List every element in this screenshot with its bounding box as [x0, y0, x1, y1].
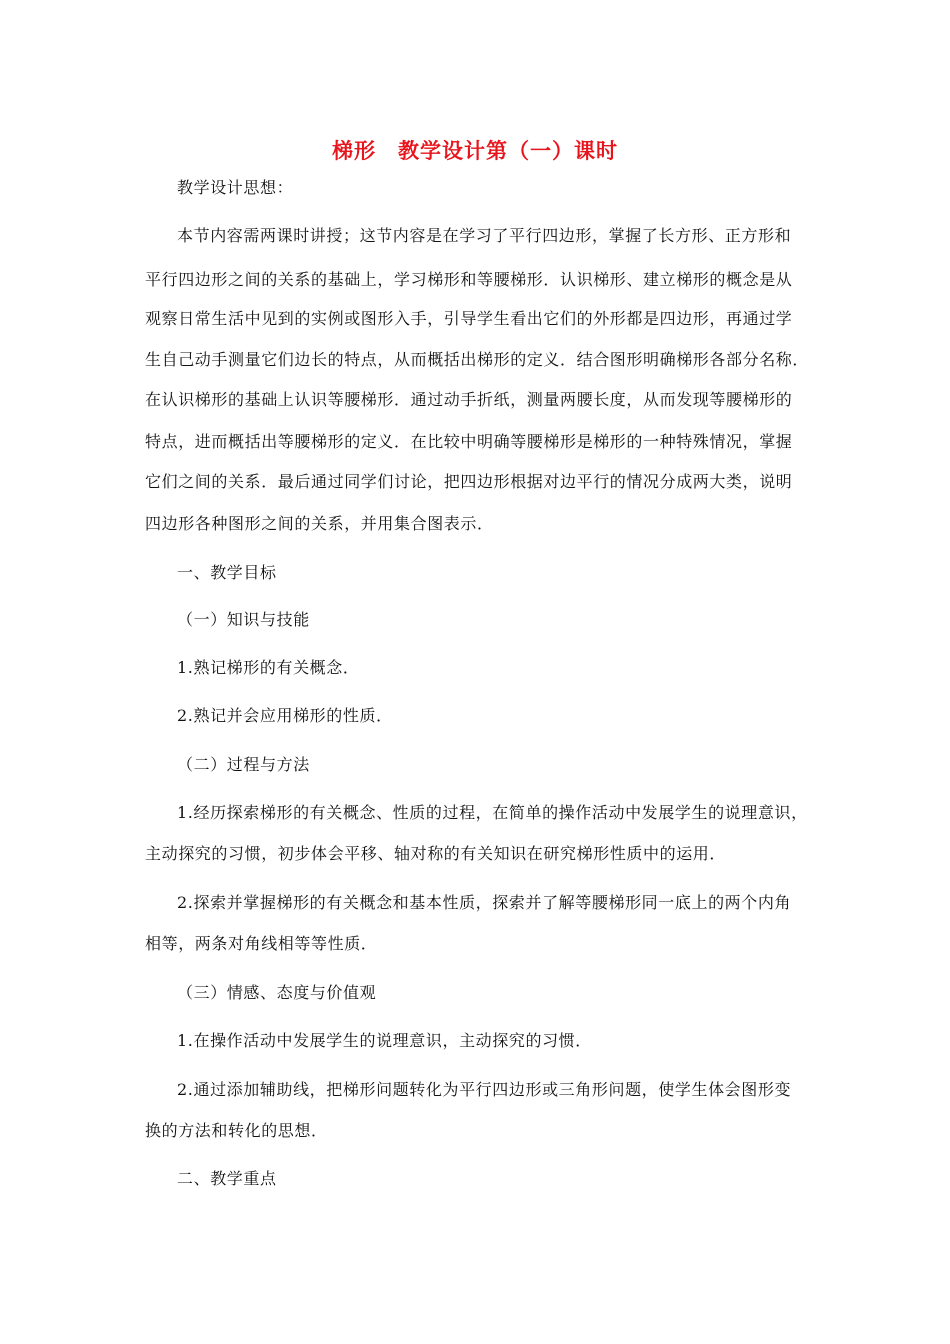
list-item: 2.通过添加辅助线，把梯形问题转化为平行四边形或三角形问题，使学生体会图形变 — [177, 1080, 792, 1099]
paragraph-line: 主动探究的习惯，初步体会平移、轴对称的有关知识在研究梯形性质中的运用． — [145, 844, 727, 863]
paragraph-line: 它们之间的关系．最后通过同学们讨论，把四边形根据对边平行的情况分成两大类，说明 — [145, 472, 793, 491]
list-item: 1.经历探索梯形的有关概念、性质的过程，在简单的操作活动中发展学生的说理意识， — [177, 803, 808, 822]
paragraph-line: 换的方法和转化的思想． — [145, 1121, 328, 1140]
list-item: 1.在操作活动中发展学生的说理意识，主动探究的习惯． — [177, 1031, 592, 1050]
section-heading: 一、教学目标 — [177, 563, 277, 582]
list-item: 2.熟记并会应用梯形的性质． — [177, 706, 393, 725]
list-item: 1.熟记梯形的有关概念． — [177, 658, 360, 677]
subsection-heading: （二）过程与方法 — [177, 755, 310, 774]
document-title: 梯形 教学设计第（一）课时 — [332, 139, 618, 163]
subsection-heading: （一）知识与技能 — [177, 610, 310, 629]
paragraph-line: 生自己动手测量它们边长的特点，从而概括出梯形的定义．结合图形明确梯形各部分名称． — [145, 350, 810, 369]
section-heading: 二、教学重点 — [177, 1169, 277, 1188]
section-heading: 教学设计思想： — [177, 178, 294, 197]
paragraph-line: 本节内容需两课时讲授；这节内容是在学习了平行四边形，掌握了长方形、正方形和 — [177, 226, 792, 245]
list-item: 2.探索并掌握梯形的有关概念和基本性质，探索并了解等腰梯形同一底上的两个内角 — [177, 893, 792, 912]
paragraph-line: 特点，进而概括出等腰梯形的定义．在比较中明确等腰梯形是梯形的一种特殊情况，掌握 — [145, 432, 793, 451]
paragraph-line: 相等，两条对角线相等等性质． — [145, 934, 378, 953]
subsection-heading: （三）情感、态度与价值观 — [177, 983, 377, 1002]
paragraph-line: 在认识梯形的基础上认识等腰梯形．通过动手折纸，测量两腰长度，从而发现等腰梯形的 — [145, 390, 793, 409]
paragraph-line: 四边形各种图形之间的关系，并用集合图表示． — [145, 514, 494, 533]
paragraph-line: 观察日常生活中见到的实例或图形入手，引导学生看出它们的外形都是四边形，再通过学 — [145, 309, 793, 328]
paragraph-line: 平行四边形之间的关系的基础上，学习梯形和等腰梯形．认识梯形、建立梯形的概念是从 — [145, 270, 793, 289]
